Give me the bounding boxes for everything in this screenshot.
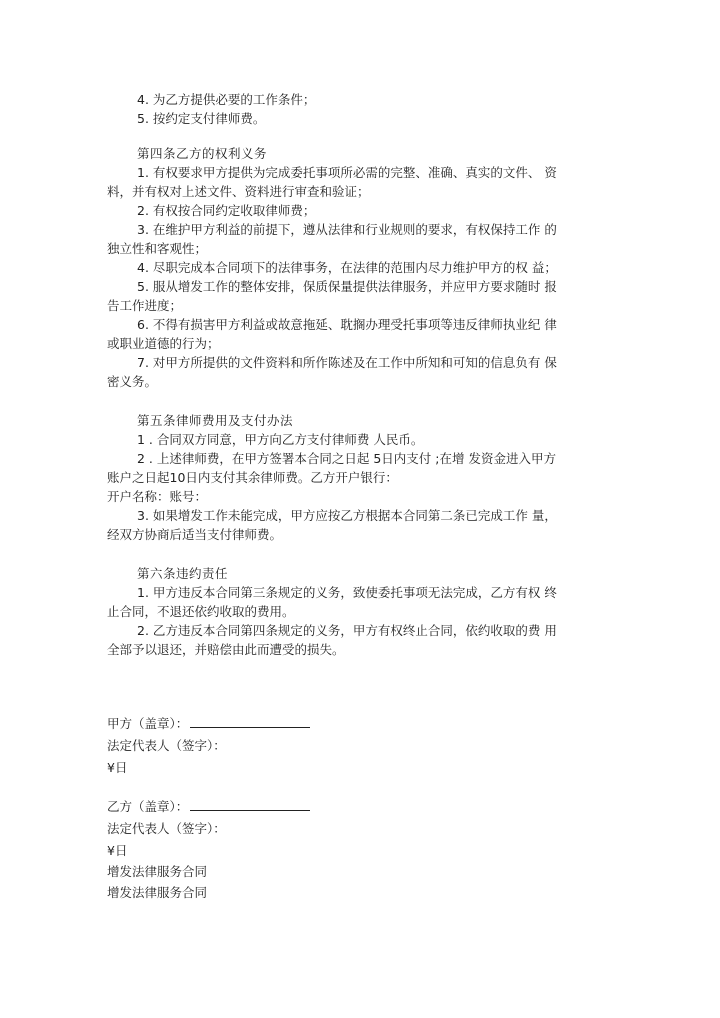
clause-line: 2. 乙方违反本合同第四条规定的义务，甲方有权终止合同，依约收取的费 用 [137, 623, 557, 638]
clause-line: 2 . 上述律师费，在甲方签署本合同之日起 5日内支付 ;在增 发资金进入甲方 [137, 451, 556, 466]
document-footer: 增发法律服务合同 [107, 885, 208, 900]
section-title: 第四条乙方的权利义务 [137, 146, 268, 161]
party-b-representative: 法定代表人（签字）： [107, 821, 226, 836]
clause-line: 密义务。 [107, 374, 158, 389]
party-b-signature-blank [190, 798, 310, 811]
party-a-seal-line [107, 715, 310, 733]
party-b-date: ¥日 [107, 843, 128, 858]
clause-line: 2. 有权按合同约定收取律师费； [137, 203, 316, 218]
party-a-date: ¥日 [107, 760, 128, 775]
section-title: 第五条律师费用及支付办法 [137, 413, 294, 428]
clause-line: 开户名称：账号： [107, 489, 208, 504]
party-b-seal-line [107, 798, 310, 816]
clause-line: 料，并有权对上述文件、资料进行审查和验证； [107, 184, 370, 199]
clause-line: 账户之日起10日内支付其余律师费。乙方开户银行： [107, 470, 398, 485]
clause-line: 6. 不得有损害甲方利益或故意拖延、耽搁办理受托事项等违反律师执业纪 律 [137, 317, 557, 332]
clause-line: 5. 服从增发工作的整体安排，保质保量提供法律服务，并应甲方要求随时 报 [137, 279, 557, 294]
clause-line: 1 . 合同双方同意，甲方向乙方支付律师费 人民币。 [137, 432, 424, 447]
document-footer: 增发法律服务合同 [107, 864, 208, 879]
clause-line: 或职业道德的行为； [107, 336, 220, 351]
clause-line: 7. 对甲方所提供的文件资料和所作陈述及在工作中所知和可知的信息负有 保 [137, 355, 557, 370]
section-title: 第六条违约责任 [137, 566, 229, 581]
clause-line: 1. 甲方违反本合同第三条规定的义务，致使委托事项无法完成，乙方有权 终 [137, 585, 557, 600]
clause-line: 1. 有权要求甲方提供为完成委托事项所必需的完整、准确、真实的文件、 资 [137, 165, 557, 180]
clause-item: 5. 按约定支付律师费。 [137, 111, 266, 126]
clause-line: 3. 在维护甲方利益的前提下，遵从法律和行业规则的要求，有权保持工作 的 [137, 222, 557, 237]
clause-line: 告工作进度； [107, 298, 183, 313]
clause-line: 经双方协商后适当支付律师费。 [107, 527, 283, 542]
clause-line: 3. 如果增发工作未能完成，甲方应按乙方根据本合同第二条已完成工作 量， [137, 508, 557, 523]
clause-line: 全部予以退还，并赔偿由此而遭受的损失。 [107, 642, 345, 657]
clause-item: 4. 为乙方提供必要的工作条件； [137, 92, 316, 107]
party-a-signature-blank [190, 715, 310, 728]
clause-line: 4. 尽职完成本合同项下的法律事务，在法律的范围内尽力维护甲方的权 益； [137, 260, 557, 275]
party-a-label: 甲方（盖章）： [107, 716, 189, 731]
party-b-label: 乙方（盖章）： [107, 799, 189, 814]
clause-line: 止合同，不退还依约收取的费用。 [107, 604, 295, 619]
party-a-representative: 法定代表人（签字）： [107, 738, 226, 753]
clause-line: 独立性和客观性； [107, 241, 208, 256]
